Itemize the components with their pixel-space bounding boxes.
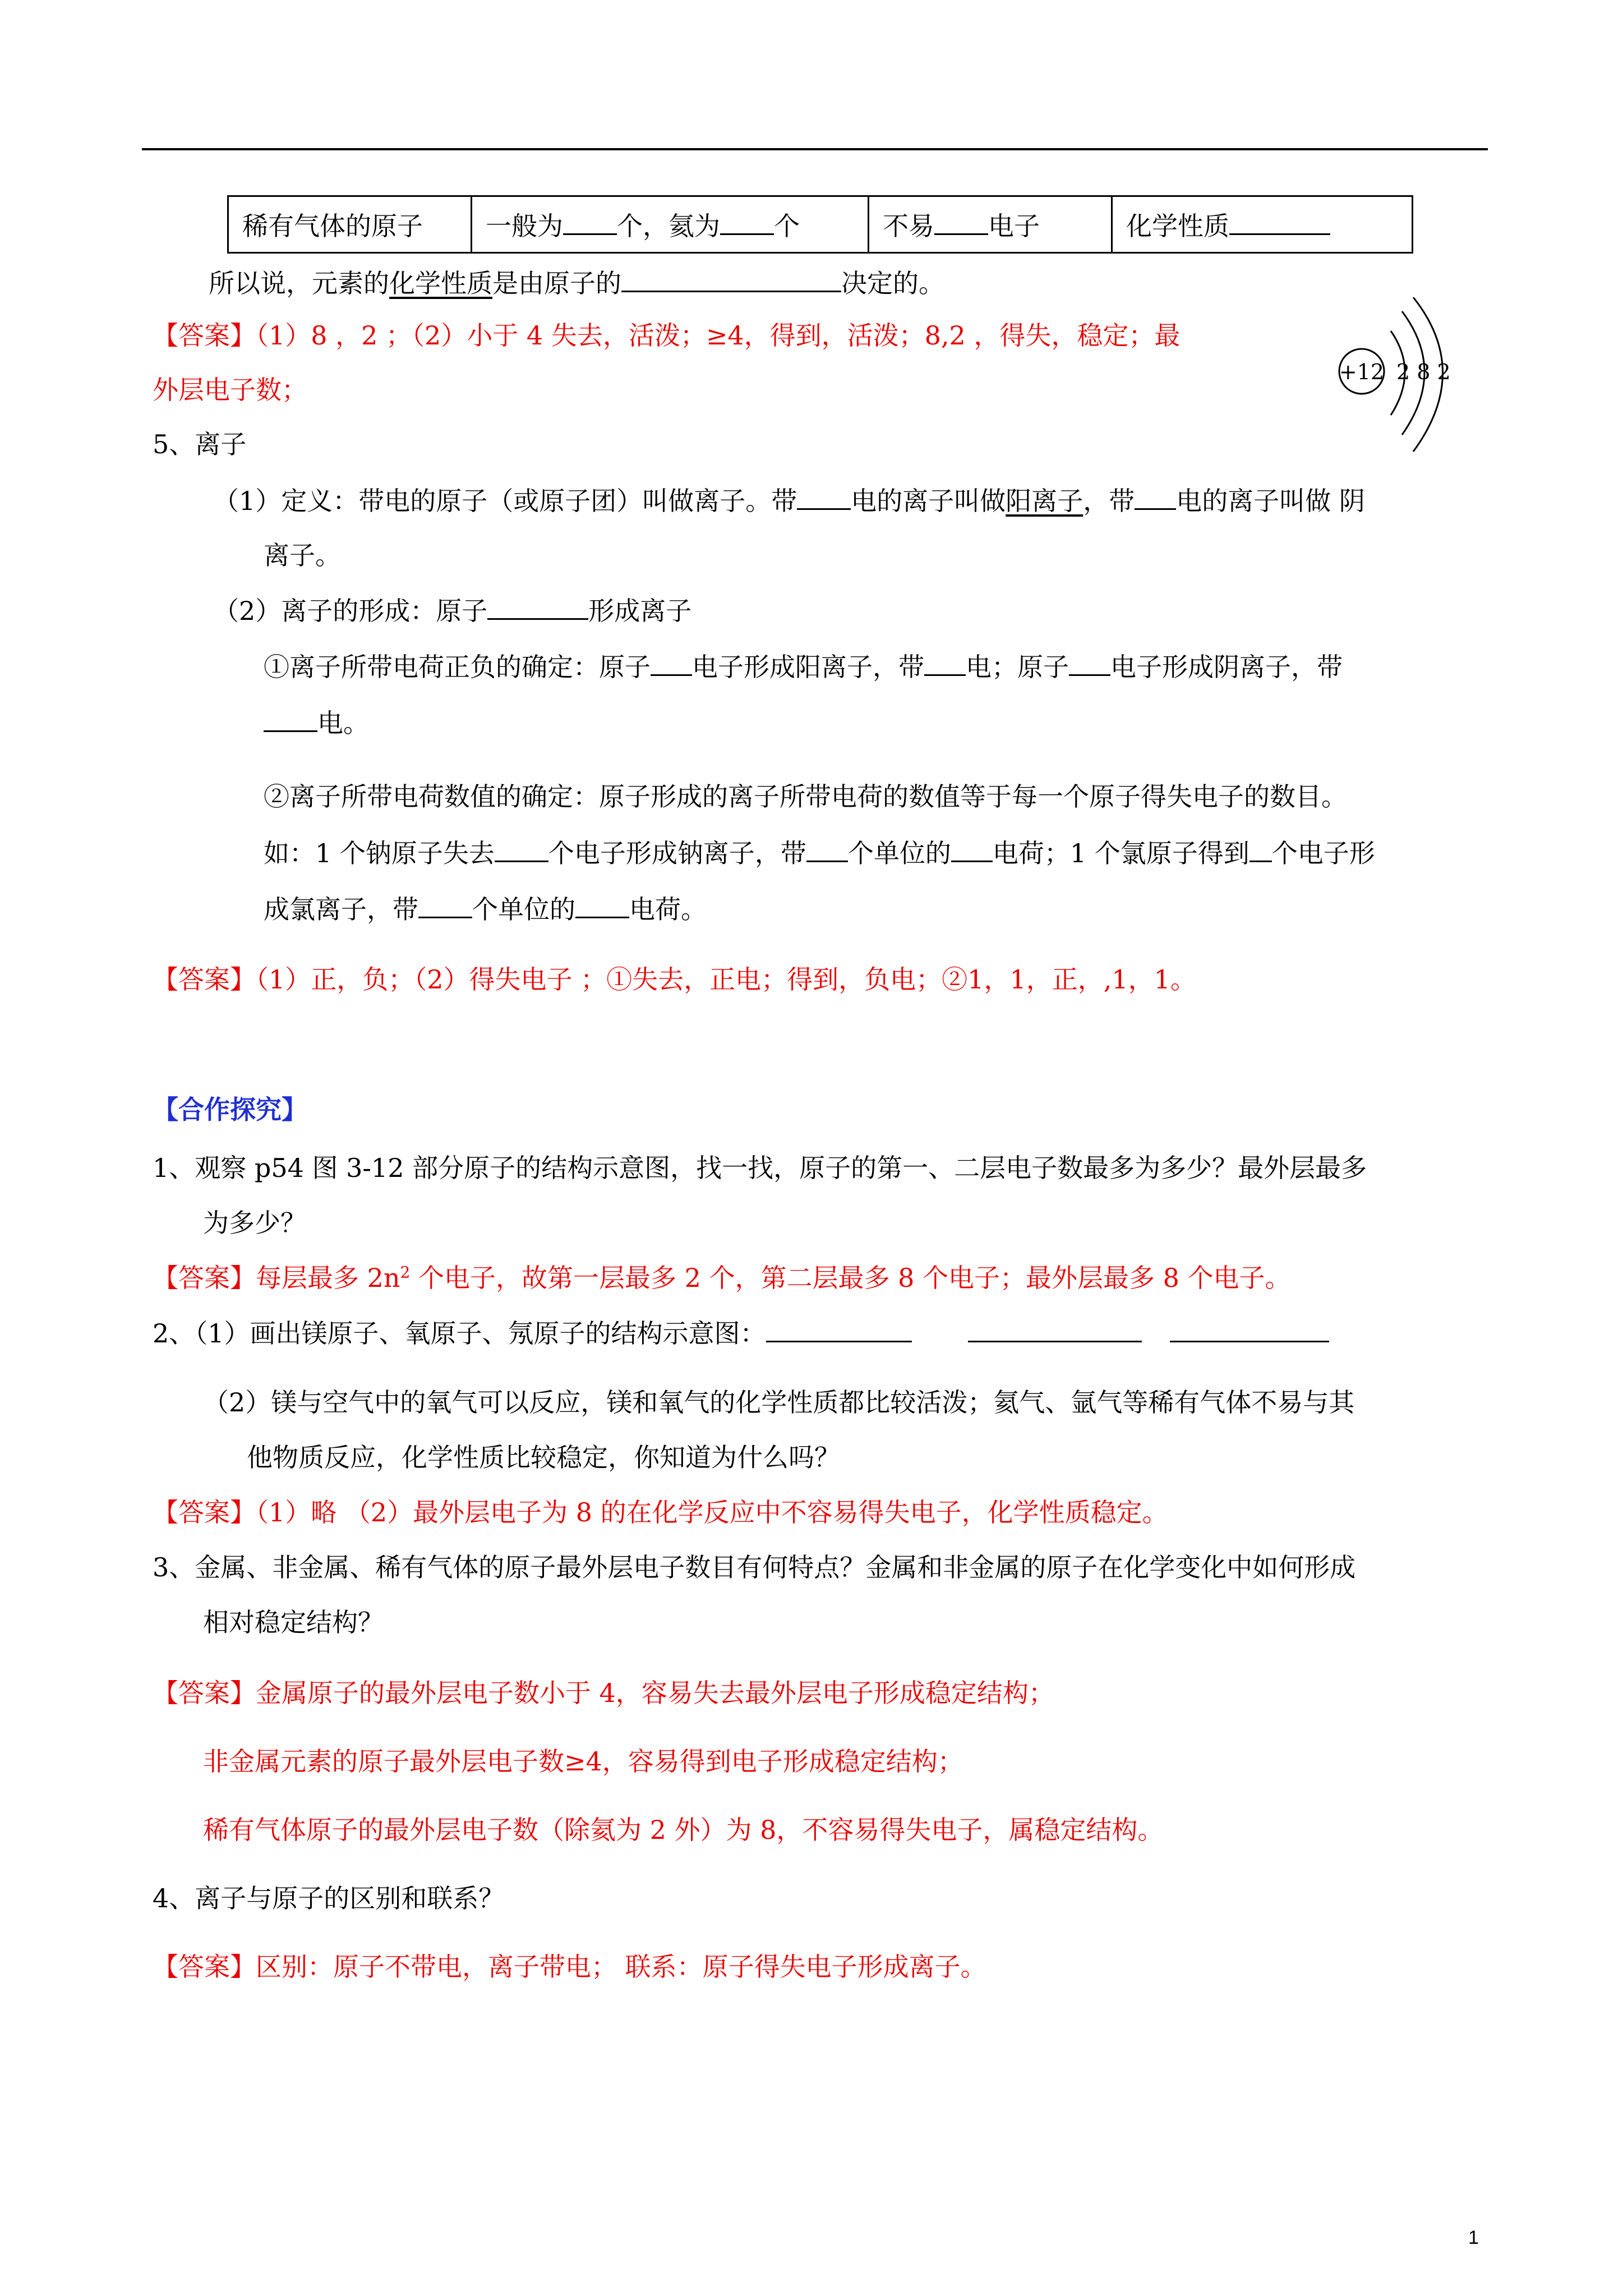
fill-blank xyxy=(797,484,851,510)
fill-blank xyxy=(621,266,841,292)
answer-line: 稀有气体原子的最外层电子数（除氦为 2 外）为 8，不容易得失电子，属稳定结构。 xyxy=(203,1815,1164,1845)
answer-line: 【答案】（1）略 （2）最外层电子为 8 的在化学反应中不容易得失电子，化学性质稳定。 xyxy=(153,1497,1168,1527)
fill-blank xyxy=(1229,209,1330,235)
fill-blank xyxy=(806,836,848,862)
conclusion-line: 所以说，元素的化学性质是由原子的 决定的。 xyxy=(209,266,944,300)
fill-blank xyxy=(651,650,692,676)
answer-line: 非金属元素的原子最外层电子数≥4，容易得到电子形成稳定结构； xyxy=(203,1746,963,1777)
noble-gas-table xyxy=(227,195,1413,254)
fill-blank xyxy=(1135,484,1176,510)
page-number: 1 xyxy=(1468,2227,1479,2248)
question-line: 4、离子与原子的区别和联系？ xyxy=(153,1883,505,1913)
fill-blank xyxy=(563,209,617,235)
question-line: 相对稳定结构？ xyxy=(203,1607,384,1637)
fill-blank xyxy=(418,892,472,918)
atom-structure-diagram xyxy=(1335,297,1464,454)
text-line: 成氯离子，带 个单位的 电荷。 xyxy=(264,892,707,926)
table-row xyxy=(228,196,1413,253)
question-line: 2、（1）画出镁原子、氧原子、氖原子的结构示意图： xyxy=(153,1316,1329,1350)
fill-blank xyxy=(934,209,988,235)
nucleus-label: +12 xyxy=(1339,360,1385,384)
fill-blank xyxy=(968,1316,1142,1342)
text-line: 电。 xyxy=(264,706,369,739)
text-line: 如：1 个钠原子失去 个电子形成钠离子，带 个单位的 电荷；1 个氯原子得到 个电子形 xyxy=(264,836,1375,869)
fill-blank xyxy=(924,650,966,676)
answer-line: 外层电子数； xyxy=(153,375,307,405)
answer-line: 【答案】区别：原子不带电，离子带电； 联系：原子得失电子形成离子。 xyxy=(153,1952,986,1982)
section-heading: 【合作探究】 xyxy=(153,1094,307,1125)
answer-line: 【答案】金属原子的最外层电子数小于 4，容易失去最外层电子形成稳定结构； xyxy=(153,1678,1054,1708)
fill-blank xyxy=(487,593,588,620)
fill-blank xyxy=(1069,650,1110,676)
table-cell: 化学性质 xyxy=(1112,196,1413,253)
fill-blank xyxy=(575,892,629,918)
header-rule xyxy=(142,148,1488,150)
question-line: 3、金属、非金属、稀有气体的原子最外层电子数目有何特点？金属和非金属的原子在化学变化中如何形成 xyxy=(153,1552,1356,1582)
section-title: 5、离子 xyxy=(153,429,247,459)
fill-blank xyxy=(720,209,774,235)
fill-blank xyxy=(951,836,993,862)
fill-blank xyxy=(1249,836,1272,862)
table-cell: 稀有气体的原子 xyxy=(228,196,472,253)
fill-blank xyxy=(766,1316,912,1342)
text-line: （2）离子的形成：原子 形成离子 xyxy=(213,593,691,627)
question-line: 他物质反应，化学性质比较稳定，你知道为什么吗？ xyxy=(247,1442,840,1473)
answer-line: 【答案】每层最多 $2n^2$ 个电子，故第一层最多 2 个，第二层最多 8 个电子；最外层最多 8 个电子。 xyxy=(153,1263,1291,1293)
table-cell: 一般为 个，氦为 个 xyxy=(472,196,869,253)
question-line: （2）镁与空气中的氧气可以反应，镁和氧气的化学性质都比较活泼；氦气、氩气等稀有气体不易与其 xyxy=(203,1387,1355,1418)
fill-blank xyxy=(1170,1316,1329,1342)
answer-line: 【答案】（1）8 ，2 ；（2）小于 4 失去，活泼；≥4，得到，活泼；8,2 ，得失，稳定；最 xyxy=(153,320,1181,351)
fill-blank xyxy=(264,706,317,732)
table-cell: 不易 电子 xyxy=(869,196,1112,253)
answer-line: 【答案】（1）正，负；（2）得失电子 ；①失去，正电；得到，负电；②1，1，正，,1，1。 xyxy=(153,964,1196,995)
text-line: 离子。 xyxy=(264,540,341,570)
text-line: （1）定义：带电的原子（或原子团）叫做离子。带 电的离子叫做阳离子，带 电的离子叫做 阴 xyxy=(213,484,1365,517)
fill-blank xyxy=(495,836,548,862)
text-line: ①离子所带电荷正负的确定：原子 电子形成阳离子，带 电；原子 电子形成阴离子，带 xyxy=(264,650,1343,683)
question-line: 为多少？ xyxy=(203,1208,306,1238)
text-line: ②离子所带电荷数值的确定：原子形成的离子所带电荷的数值等于每一个原子得失电子的数目。 xyxy=(264,781,1347,812)
shell-electrons-label: 2 8 2 xyxy=(1396,360,1451,384)
question-line: 1、观察 p54 图 3-12 部分原子的结构示意图，找一找，原子的第一、二层电子数最多为多少？最外层最多 xyxy=(153,1153,1367,1183)
